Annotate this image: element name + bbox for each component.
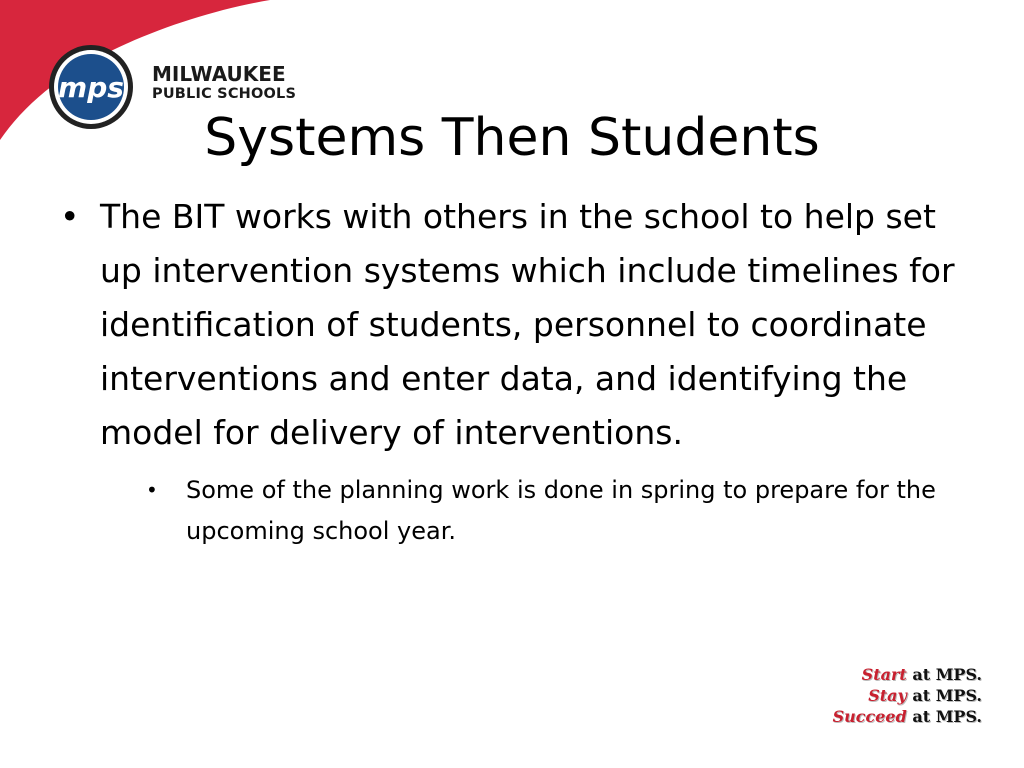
bullet-dot-icon: • <box>60 197 80 236</box>
slogan <box>833 664 982 727</box>
slogan-rest: at MPS. <box>906 707 982 726</box>
logo-name-line1: MILWAUKEE <box>152 62 286 86</box>
slogan-verb: Start <box>861 665 907 684</box>
slogan-line-start <box>833 664 982 685</box>
logo-wordmark <box>152 64 296 102</box>
logo-name-line2: PUBLIC SCHOOLS <box>152 86 297 102</box>
sub-bullet-item <box>146 470 946 552</box>
slide-title: Systems Then Students <box>204 108 820 168</box>
slogan-verb: Succeed <box>832 707 907 726</box>
slogan-verb: Stay <box>868 686 907 705</box>
sub-bullet-dot-icon: • <box>146 478 158 502</box>
slogan-rest: at MPS. <box>906 665 982 684</box>
sub-bullet-text: Some of the planning work is done in spring to prepare for the upcoming school year. <box>186 476 936 545</box>
slogan-line-succeed <box>833 706 982 727</box>
slide-content <box>58 190 958 552</box>
slogan-line-stay <box>833 685 982 706</box>
bullet-item <box>58 190 958 460</box>
logo-emblem-text: mps <box>58 71 124 104</box>
bullet-text: The BIT works with others in the school to help set up intervention systems which include timelines for identification of students, personnel to coordinate interventions and enter data, and identifying the model for delivery of interventions. <box>100 197 955 452</box>
slogan-rest: at MPS. <box>906 686 982 705</box>
